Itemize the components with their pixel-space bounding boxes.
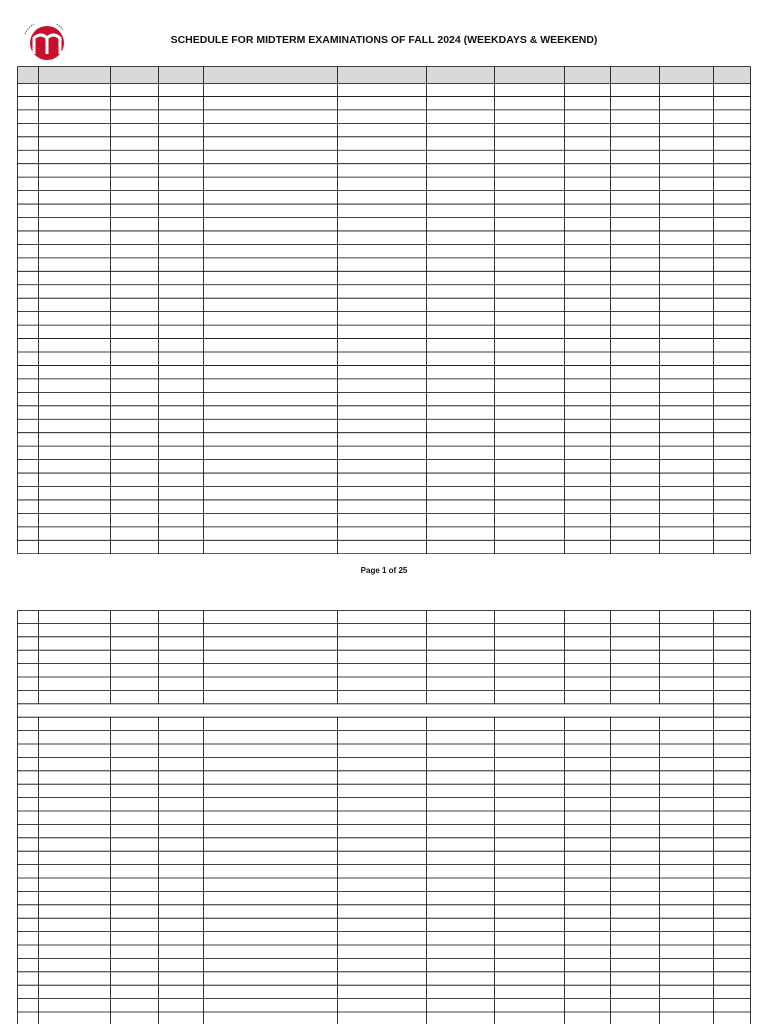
document-title: SCHEDULE FOR MIDTERM EXAMINATIONS OF FALL 2024 (WEEKDAYS & WEEKEND) [170, 34, 598, 46]
page-number: Page 1 of 25 [360, 566, 408, 575]
schedule-table-page-1 [17, 66, 751, 554]
table-grid-2 [17, 610, 751, 1024]
schedule-table-page-2 [17, 610, 751, 1024]
table-header-row [18, 67, 751, 84]
table-grid-1 [17, 66, 751, 554]
